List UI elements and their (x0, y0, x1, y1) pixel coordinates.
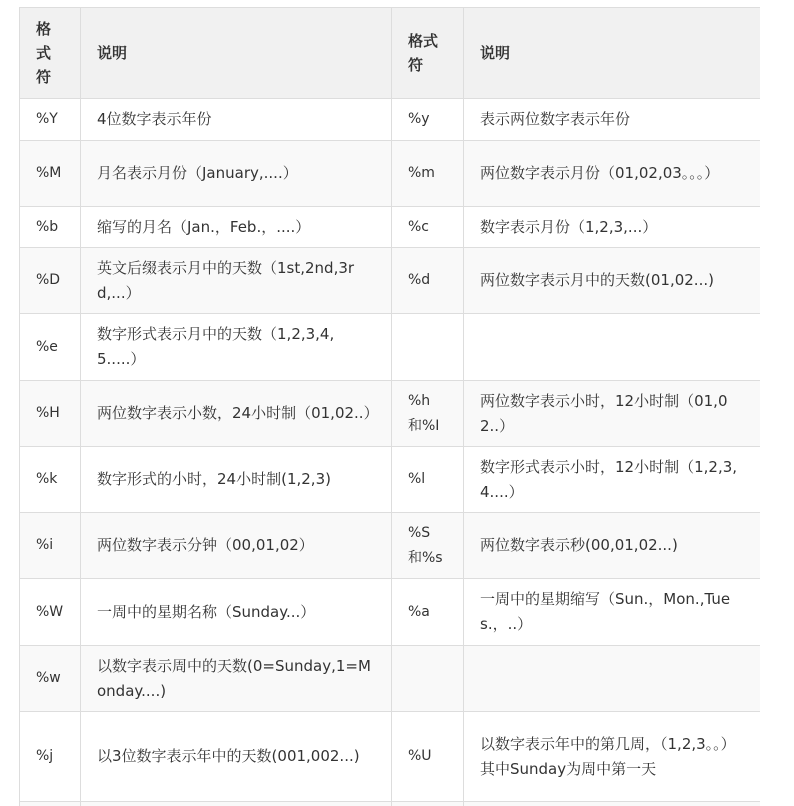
spec-cell (20, 802, 81, 806)
desc-cell (464, 802, 761, 806)
desc-cell: 两位数字表示小数，24小时制（01,02..） (81, 381, 392, 447)
spec-cell: %M (20, 141, 81, 207)
desc-cell: 数字表示月份（1,2,3,...） (464, 207, 761, 248)
spec-cell (392, 314, 464, 381)
table-row (20, 513, 761, 579)
desc-cell: 月名表示月份（January,....） (81, 141, 392, 207)
spec-cell: %i (20, 513, 81, 579)
spec-cell: %Y (20, 99, 81, 141)
spec-cell: %S和%s (392, 513, 464, 579)
desc-cell: 两位数字表示分钟（00,01,02） (81, 513, 392, 579)
desc-cell: 以数字表示周中的天数(0=Sunday,1=Monday....) (81, 646, 392, 712)
desc-cell: 数字形式表示小时，12小时制（1,2,3,4....） (464, 447, 761, 513)
desc-cell: 数字形式的小时，24小时制(1,2,3) (81, 447, 392, 513)
desc-cell: 两位数字表示月份（01,02,03。。。） (464, 141, 761, 207)
spec-cell: %l (392, 447, 464, 513)
desc-cell (81, 802, 392, 806)
table-row (20, 248, 761, 314)
table-row (20, 381, 761, 447)
header-row (20, 8, 761, 99)
spec-cell: %w (20, 646, 81, 712)
desc-cell: 英文后缀表示月中的天数（1st,2nd,3rd,...） (81, 248, 392, 314)
spec-cell: %d (392, 248, 464, 314)
desc-cell: 以数字表示年中的第几周，（1,2,3。。）其中Sunday为周中第一天 (464, 712, 761, 802)
spec-cell: %U (392, 712, 464, 802)
table-row (20, 646, 761, 712)
spec-cell: %m (392, 141, 464, 207)
spec-cell (392, 802, 464, 806)
desc-cell (464, 646, 761, 712)
table-row (20, 207, 761, 248)
desc-cell: 两位数字表示小时，12小时制（01,02..） (464, 381, 761, 447)
spec-cell: %y (392, 99, 464, 141)
spec-cell: %c (392, 207, 464, 248)
table-row (20, 802, 761, 806)
desc-cell: 一周中的星期缩写（Sun.，Mon.,Tues.，..） (464, 579, 761, 646)
spec-cell: %W (20, 579, 81, 646)
desc-cell: 数字形式表示月中的天数（1,2,3,4,5.....） (81, 314, 392, 381)
table-row (20, 447, 761, 513)
desc-cell: 4位数字表示年份 (81, 99, 392, 141)
spec-cell (392, 646, 464, 712)
table-container (19, 7, 760, 806)
desc-cell (464, 314, 761, 381)
spec-cell: %D (20, 248, 81, 314)
spec-cell: %e (20, 314, 81, 381)
spec-cell: %k (20, 447, 81, 513)
desc-cell: 缩写的月名（Jan.，Feb.，....） (81, 207, 392, 248)
format-specifier-table (19, 7, 760, 806)
header-spec-1: 格式符 (20, 8, 81, 99)
table-row (20, 579, 761, 646)
header-desc-1: 说明 (81, 8, 392, 99)
desc-cell: 以3位数字表示年中的天数(001,002...) (81, 712, 392, 802)
table-row (20, 712, 761, 802)
table-row (20, 314, 761, 381)
spec-cell: %a (392, 579, 464, 646)
desc-cell: 一周中的星期名称（Sunday...） (81, 579, 392, 646)
spec-cell: %H (20, 381, 81, 447)
spec-cell: %b (20, 207, 81, 248)
header-desc-2: 说明 (464, 8, 761, 99)
spec-cell: %j (20, 712, 81, 802)
table-row (20, 99, 761, 141)
header-spec-2: 格式符 (392, 8, 464, 99)
desc-cell: 两位数字表示秒(00,01,02...) (464, 513, 761, 579)
desc-cell: 表示两位数字表示年份 (464, 99, 761, 141)
spec-cell: %h和%I (392, 381, 464, 447)
desc-cell: 两位数字表示月中的天数(01,02...) (464, 248, 761, 314)
table-row (20, 141, 761, 207)
